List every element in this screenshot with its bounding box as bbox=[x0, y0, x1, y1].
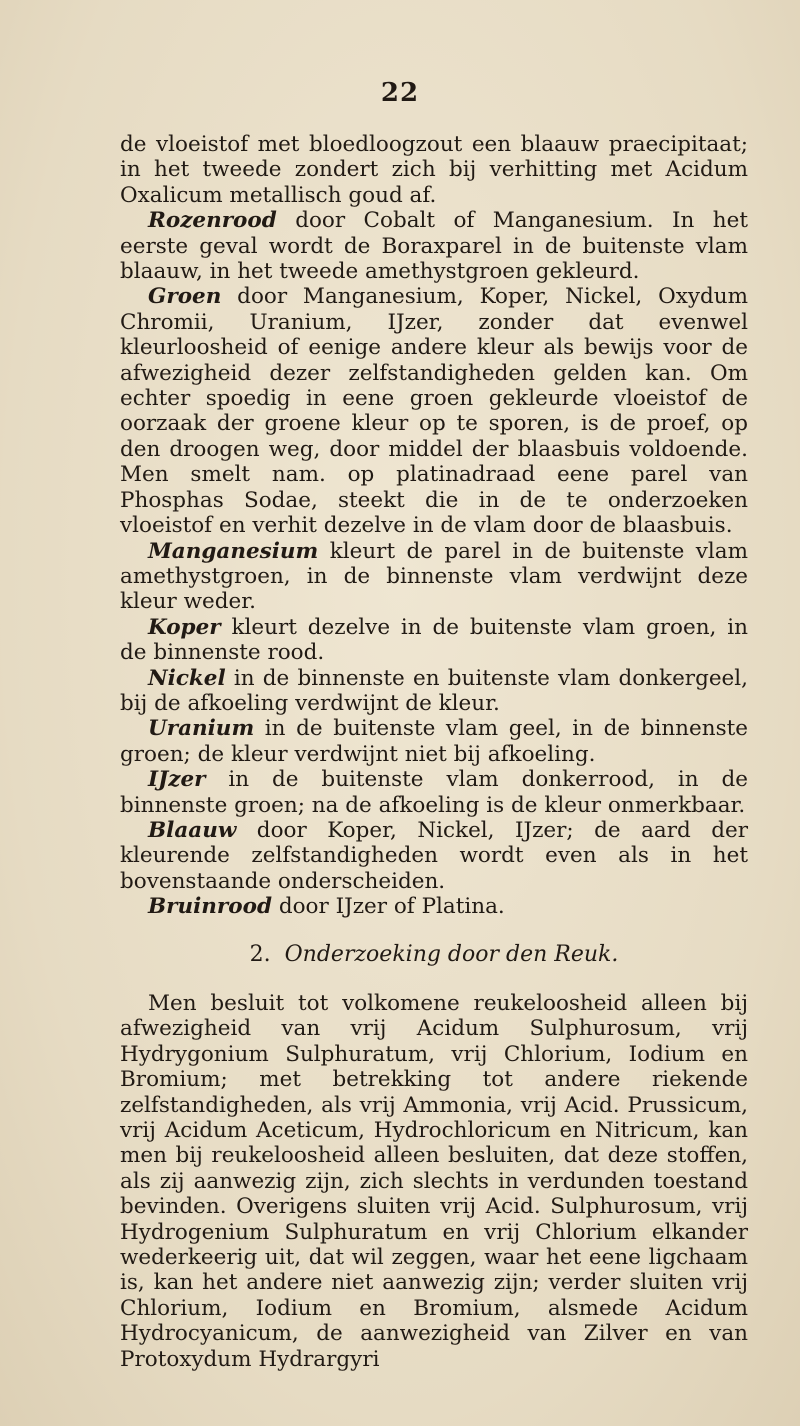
paragraph-text: door IJzer of Platina. bbox=[271, 894, 505, 920]
body-text bbox=[120, 132, 748, 1372]
paragraph-bruinrood bbox=[120, 894, 748, 919]
paragraph-lead: IJzer bbox=[148, 767, 206, 793]
paragraph-text: door Manganesium, Koper, Nickel, Oxydum Chromii, Uranium, IJzer, zonder dat evenwel kleurloosheid of eenige andere kleur als bewijs voor de afwezigheid dezer zelfstandigheden gelden kan. Om echter spoedig in eene groen gekleurde vloeistof de oorzaak der groene kleur op te sporen, is de proef, op den droogen weg, door middel der blaasbuis voldoende. Men smelt nam. op platinadraad eene parel van Phosphas Sodae, steekt die in de te onderzoeken vloeistof en verhit dezelve in de vlam door de blaasbuis. bbox=[120, 284, 748, 539]
paragraph-lead: Rozenrood bbox=[148, 208, 277, 234]
paragraph-ijzer bbox=[120, 767, 748, 818]
paragraph-lead: Nickel bbox=[148, 665, 226, 691]
paragraph-text: in de binnenste en buitenste vlam donkergeel, bij de afkoeling verdwijnt de kleur. bbox=[120, 665, 748, 716]
paragraph-nickel bbox=[120, 666, 748, 717]
paragraph-reuk: Men besluit tot volkomene reukeloosheid alleen bij afwezigheid van vrij Acidum Sulphurosum, vrij Hydrygonium Sulphuratum, vrij Chlorium, Iodium en Bromium; met betrekking tot andere riekende zelfstandigheden, als vrij Ammonia, vrij Acid. Prussicum, vrij Acidum Aceticum, Hydrochloricum en Nitricum, kan men bij reukeloosheid alleen besluiten, dat deze stoffen, als zij aanwezig zijn, zich slechts in verdunden toestand bevinden. Overigens sluiten vrij Acid. Sulphurosum, vrij Hydrogenium Sulphuratum en vrij Chlorium elkander wederkeerig uit, dat wil zeggen, waar het eene ligchaam is, kan het andere niet aanwezig zijn; verder sluiten vrij Chlorium, Iodium en Bromium, alsmede Acidum Hydrocyanicum, de aanwezigheid van Zilver en van Protoxydum Hydrargyri bbox=[120, 991, 748, 1372]
paragraph-text: door Koper, Nickel, IJzer; de aard der kleurende zelfstandigheden wordt even als in het bovenstaande onderscheiden. bbox=[120, 817, 748, 894]
paragraph-rozenrood bbox=[120, 208, 748, 284]
paragraph-blaauw bbox=[120, 818, 748, 894]
paragraph-text: in de buitenste vlam donkerrood, in de binnenste groen; na de afkoeling is de kleur onmerkbaar. bbox=[120, 767, 748, 818]
paragraph-lead: Uranium bbox=[148, 716, 255, 742]
paragraph-text: kleurt dezelve in de buitenste vlam groen, in de binnenste rood. bbox=[120, 614, 748, 666]
paragraph-uranium bbox=[120, 716, 748, 767]
section-heading bbox=[120, 942, 748, 967]
paragraph-text: kleurt de parel in de buitenste vlam amethystgroen, in de binnenste vlam verdwijnt deze kleur weder. bbox=[120, 538, 748, 615]
paragraph-lead: Koper bbox=[148, 614, 221, 640]
paragraph-continuation: de vloeistof met bloedloogzout een blaauw praecipitaat; in het tweede zondert zich bij verhitting met Acidum Oxalicum metallisch goud af. bbox=[120, 132, 748, 208]
paragraph-lead: Manganesium bbox=[148, 538, 319, 564]
section-title: Onderzoeking door den Reuk. bbox=[284, 941, 619, 967]
paragraph-text: in de buitenste vlam geel, in de binnenste groen; de kleur verdwijnt niet bij afkoeling. bbox=[120, 716, 748, 767]
paragraph-lead: Blaauw bbox=[148, 817, 237, 843]
paragraph-manganesium bbox=[120, 539, 748, 615]
page-number: 22 bbox=[380, 78, 420, 108]
paragraph-lead: Bruinrood bbox=[148, 894, 272, 920]
paragraph-lead: Groen bbox=[148, 284, 222, 310]
paragraph-koper bbox=[120, 615, 748, 666]
section-number: 2. bbox=[249, 941, 271, 967]
paragraph-groen bbox=[120, 284, 748, 538]
paragraph-text: door Cobalt of Manganesium. In het eerste geval wordt de Boraxparel in de buitenste vlam blaauw, in het tweede amethystgroen gekleurd. bbox=[120, 208, 748, 285]
